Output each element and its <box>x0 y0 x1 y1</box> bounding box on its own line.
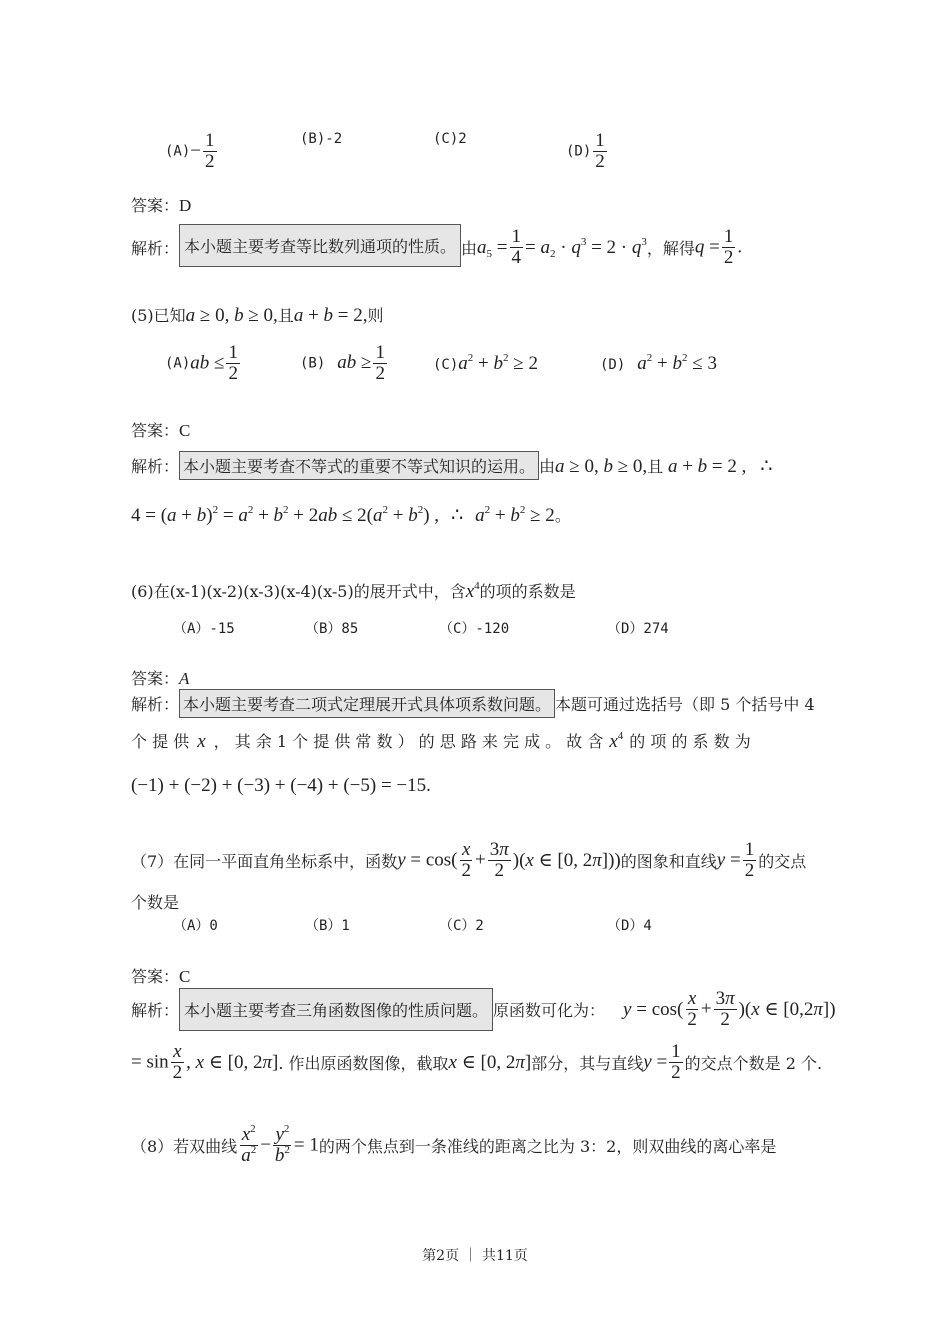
q6-stem: (6)在(x-1)(x-2)(x-3)(x-4)(x-5)的展开式中，含$x^4$的项的系数是 <box>131 580 576 602</box>
q5-analysis-box: 本小题主要考查不等式的重要不等式知识的运用。 <box>179 451 539 480</box>
q5-option-d: (D) $a^2 + b^2 \le 3$ <box>600 352 717 374</box>
q6-analysis-line1: 解析： 本小题主要考查二项式定理展开式具体项系数问题。 本题可通过选括号（即 5 个括号中 4 <box>131 689 815 718</box>
q4-option-a: (A)− $\frac{1}{2}$ <box>165 130 215 172</box>
q4-option-c: (C)2 <box>433 131 467 147</box>
page-footer: 第2页 ｜ 共11页 <box>422 1248 528 1264</box>
q5-stem: (5)已知a ≥ 0, b ≥ 0,且a + b = 2,则 <box>131 305 384 326</box>
q6-option-d: （D）274 <box>607 621 669 637</box>
q6-option-a: （A）-15 <box>173 621 235 637</box>
q4-answer: 答案：D <box>131 196 192 215</box>
q6-option-c: （C）-120 <box>439 621 510 637</box>
q6-option-b: （B）85 <box>305 621 359 637</box>
q4-analysis-box: 本小题主要考查等比数列通项的性质。 <box>179 224 461 267</box>
q8-stem: （8）若双曲线 $\frac{x^2}{a^2}$ − $\frac{y^2}{b^2}$ = 1的两个焦点到一条准线的距离之比为 3：2，则双曲线的离心率是 <box>131 1123 777 1166</box>
q5-analysis-line1: 解析： 本小题主要考查不等式的重要不等式知识的运用。 由a ≥ 0, b ≥ 0,且 a + b = 2 , ∴ <box>131 451 772 480</box>
q7-option-a: （A）0 <box>173 918 218 934</box>
q6-answer: 答案：A <box>131 669 190 688</box>
q5-option-c: $(C)a^2 + b^2 \ge 2$ <box>433 352 538 374</box>
q6-analysis-line3: (−1) + (−2) + (−3) + (−4) + (−5) = −15. <box>131 775 431 796</box>
q4-analysis: 解析： 本小题主要考查等比数列通项的性质。 由$a_5$ = $\frac{1}{4}$ = $a_2 \cdot q^3 = 2 \cdot q^3$，解得q = $\frac{1}{2}$ . <box>131 224 742 268</box>
q5-option-a: (A)ab ≤ $\frac{1}{2}$ <box>165 342 238 384</box>
q7-analysis-line2: = sin $\frac{x}{2}$ , x ∈ [0, 2π]. 作出原函数图像，截取x ∈ [0, 2π]部分，其与直线y = $\frac{1}{2}$ 的交点个数是 2 个. <box>131 1041 823 1083</box>
q7-option-d: （D）4 <box>607 918 652 934</box>
q7-option-b: （B）1 <box>305 918 350 934</box>
q7-stem-line2: 个数是 <box>131 893 180 912</box>
q6-analysis-line2: 个 提 供 x ， 其 余 1 个 提 供 常 数 ） 的 思 路 来 完 成 。 故 含 $x^4$ 的 项 的 系 数 为 <box>131 730 751 752</box>
q5-option-b: (B) ab ≥ $\frac{1}{2}$ <box>300 342 385 384</box>
q5-analysis-line2: $4 = (a + b)^2 = a^2 + b^2 + 2ab \le 2(a^2 + b^2)$ , ∴ $a^2 + b^2 \ge 2$。 <box>131 504 571 526</box>
q7-analysis-line1: 解析： 本小题主要考查三角函数图像的性质问题。 原函数可化为： y = cos( $\frac{x}{2}$ + $\frac{3\pi}{2}$ )(x ∈ [0,2π]) <box>131 988 836 1030</box>
q4-option-b: (B)-2 <box>300 131 343 147</box>
q6-analysis-box: 本小题主要考查二项式定理展开式具体项系数问题。 <box>179 689 555 718</box>
q7-answer: 答案：C <box>131 967 191 986</box>
q5-answer: 答案：C <box>131 421 191 440</box>
q7-option-c: （C）2 <box>439 918 484 934</box>
q7-stem-line1: （7）在同一平面直角坐标系中，函数y = cos( $\frac{x}{2}$ + $\frac{3\pi}{2}$ )(x ∈ [0, 2π]))的图象和直线y = $\frac{1}{2}$ 的交点 <box>131 839 807 881</box>
q4-option-d: (D) $\frac{1}{2}$ <box>566 130 605 172</box>
q7-analysis-box: 本小题主要考查三角函数图像的性质问题。 <box>179 988 493 1031</box>
